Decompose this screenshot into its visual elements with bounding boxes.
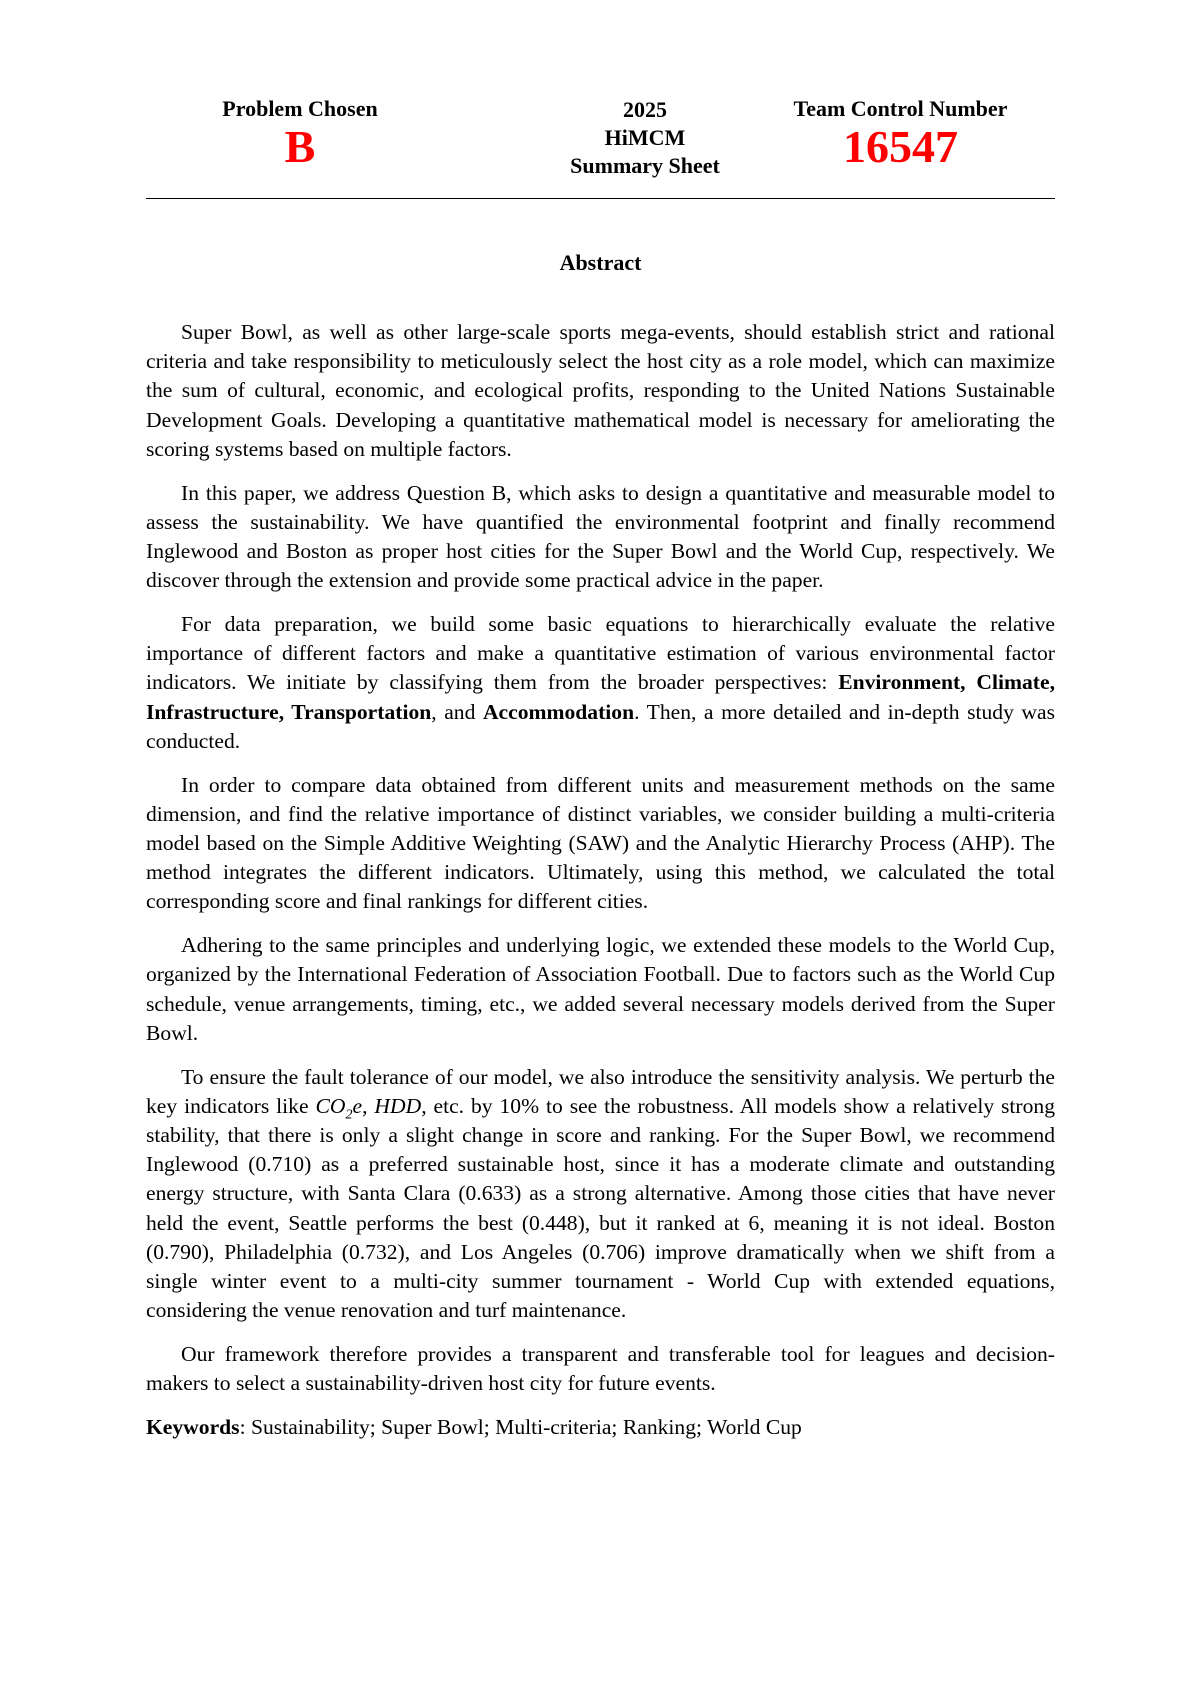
keywords-list: Sustainability; Super Bowl; Multi-criteria; Ranking; World Cup: [250, 1415, 802, 1440]
team-control-label: Team Control Number: [793, 96, 1008, 121]
math-hdd: HDD: [374, 1093, 422, 1118]
paragraph-6-text-a: To ensure the fault tolerance of our model, we also introduce the sensitivity analysis. We perturb the key indicators like: [146, 1064, 1055, 1118]
paragraph-3-bold-categories: Environment, Climate, Infrastructure, Transportation: [146, 670, 1055, 724]
math-co2e-suffix: e: [352, 1093, 363, 1118]
abstract-paragraph-4: In order to compare data obtained from different units and measurement methods on the same dimension, and find the relative importance of distinct variables, we consider building a multi-criteria model based on the Simple Additive Weighting (SAW) and the Analytic Hierarchy Process (AHP). The method integrates the different indicators. Ultimately, using this method, we calculated the total corresponding score and final rankings for different cities.: [146, 772, 1055, 914]
team-control-number: 16547: [843, 121, 958, 172]
keywords-line: [146, 1413, 1055, 1442]
math-co2e-base: CO: [315, 1093, 346, 1118]
sheet-title: Summary Sheet: [570, 153, 720, 178]
contest-year: 2025: [623, 97, 667, 122]
team-control-block: [746, 96, 1055, 172]
abstract-paragraph-6: [146, 1063, 1055, 1326]
contest-name: HiMCM: [604, 125, 686, 150]
math-co2e-subscript: 2: [345, 1107, 353, 1123]
paragraph-3-text-d: . Then, a more detailed and in-depth study was conducted.: [146, 699, 1056, 753]
paragraph-6-separator: ,: [362, 1093, 375, 1118]
abstract-paragraph-1: Super Bowl, as well as other large-scale sports mega-events, should establish strict and rational criteria and take responsibility to meticulously select the host city as a role model, which can maximize the sum of cultural, economic, and ecological profits, responding to the United Nations Sustainable Development Goals. Developing a quantitative mathematical model is necessary for ameliorating the scoring systems based on multiple factors.: [146, 320, 1055, 461]
summary-sheet-header: [146, 96, 1055, 199]
problem-chosen-value: B: [284, 121, 316, 172]
abstract-paragraph-5: Adhering to the same principles and underlying logic, we extended these models to the World Cup, organized by the International Federation of Association Football. Due to factors such as the World Cup schedule, venue arrangements, timing, etc., we added several necessary models derived from the Super Bowl.: [146, 933, 1055, 1045]
math-co2e: [315, 1093, 363, 1123]
contest-block: [520, 96, 770, 180]
abstract-heading: Abstract: [559, 250, 642, 275]
keywords-label: Keywords: [146, 1415, 240, 1440]
paragraph-3-text-a: For data preparation, we build some basic equations to hierarchically evaluate the relative importance of different factors and make a quantitative estimation of various environmental factor indicators. We initiate by classifying them from the broader perspectives:: [146, 612, 1055, 695]
paragraph-6-text-b: , etc. by 10% to see the robustness. All models show a relatively strong stability, that there is only a slight change in score and ranking. For the Super Bowl, we recommend Inglewood (0.710) as a preferred sustainable host, since it has a moderate climate and outstanding energy structure, with Santa Clara (0.633) as a strong alternative. Among those cities that have never held the event, Seattle performs the best (0.448), but it ranked at 6, meaning it is not ideal. Boston (0.790), Philadelphia (0.732), and Los Angeles (0.706) improve dramatically when we shift from a single winter event to a multi-city summer tournament - World Cup with extended equations, considering the venue renovation and turf maintenance.: [146, 1093, 1056, 1323]
abstract-paragraph-3: [146, 610, 1055, 756]
abstract-paragraph-7: Our framework therefore provides a transparent and transferable tool for leagues and decision-makers to select a sustainability-driven host city for future events.: [146, 1342, 1055, 1396]
abstract-body: [146, 318, 1055, 1442]
paragraph-3-text-c: , and: [431, 699, 483, 724]
problem-chosen-block: [146, 96, 454, 172]
problem-chosen-label: Problem Chosen: [222, 96, 378, 121]
keywords-separator: :: [239, 1415, 251, 1440]
abstract-paragraph-2: In this paper, we address Question B, which asks to design a quantitative and measurable model to assess the sustainability. We have quantified the environmental footprint and finally recommend Inglewood and Boston as proper host cities for the Super Bowl and the World Cup, respectively. We discover through the extension and provide some practical advice in the paper.: [146, 480, 1055, 593]
paragraph-3-bold-accommodation: Accommodation: [482, 699, 635, 724]
